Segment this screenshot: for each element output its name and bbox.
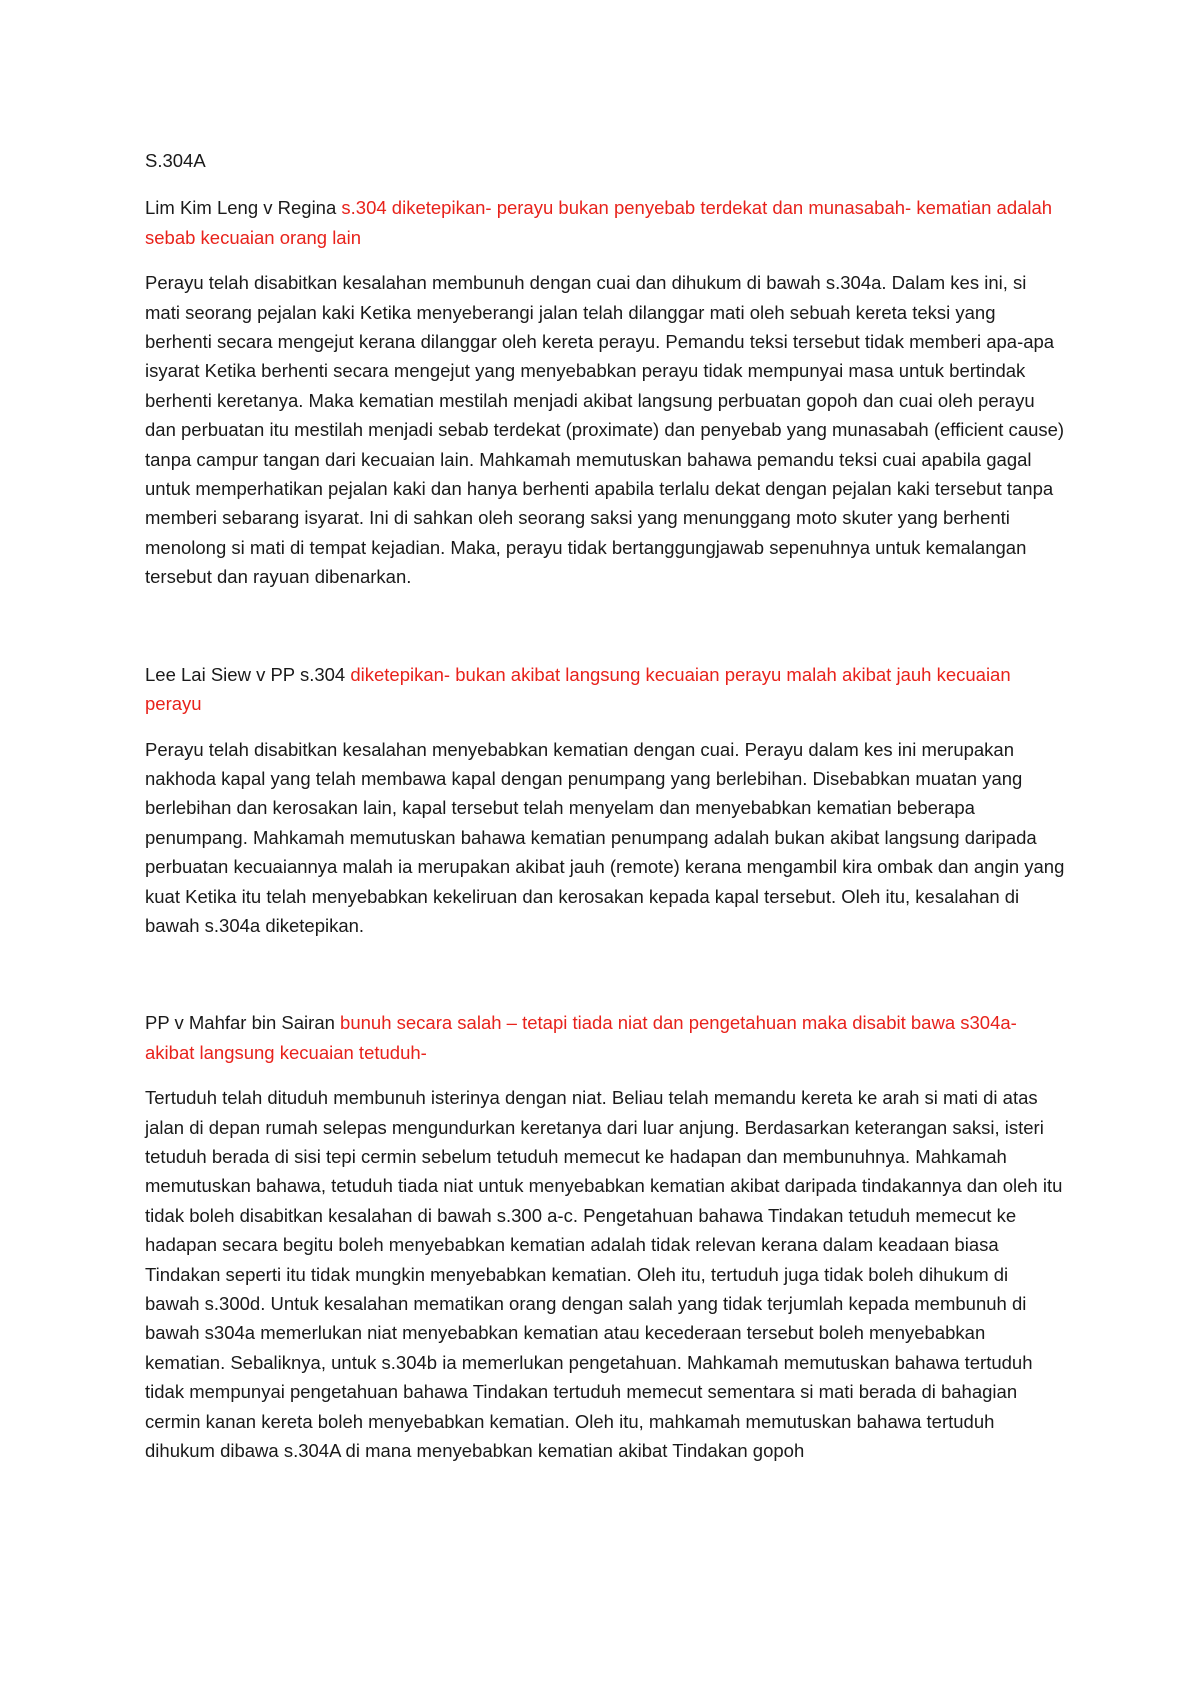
spacer	[145, 940, 1065, 1008]
spacer	[145, 592, 1065, 660]
case-heading	[145, 660, 1065, 719]
section-heading: S.304A	[145, 150, 206, 171]
case-section-3	[145, 1008, 1065, 1465]
case-section-1	[145, 193, 1065, 591]
case-body: Perayu telah disabitkan kesalahan menyebabkan kematian dengan cuai. Perayu dalam kes ini merupakan nakhoda kapal yang telah membawa kapal dengan penumpang yang berlebihan. Disebabkan muatan yang berlebihan dan kerosakan lain, kapal tersebut telah menyelam dan menyebabkan kematian beberapa penumpang. Mahkamah memutuskan bahawa kematian penumpang adalah bukan akibat langsung daripada perbuatan kecuaiannya malah ia merupakan akibat jauh (remote) kerana mengambil kira ombak dan angin yang kuat Ketika itu telah menyebabkan kekeliruan dan kerosakan kepada kapal tersebut. Oleh itu, kesalahan di bawah s.304a diketepikan.	[145, 738, 1065, 936]
document-page	[145, 146, 1065, 1465]
case-name: PP v Mahfar bin Sairan	[145, 1012, 341, 1034]
case-heading	[145, 193, 1065, 252]
case-body: Tertuduh telah dituduh membunuh isterinya dengan niat. Beliau telah memandu kereta ke arah si mati di atas jalan di depan rumah selepas mengundurkan keretanya dari luar anjung. Berdasarkan keterangan saksi, isteri tetuduh berada di sisi tepi cermin sebelum tetuduh memecut ke hadapan dan membunuhnya. Mahkamah memutuskan bahawa, tetuduh tiada niat untuk menyebabkan kematian akibat daripada tindakannya dan oleh itu tidak boleh disabitkan kesalahan di bawah s.300 a-c. Pengetahuan bahawa Tindakan tetuduh memecut ke hadapan secara begitu boleh menyebabkan kematian adalah tidak relevan kerana dalam keadaan biasa Tindakan seperti itu tidak mungkin menyebabkan kematian. Oleh itu, tertuduh juga tidak boleh dihukum di bawah s.300d. Untuk kesalahan mematikan orang dengan salah yang tidak terjumlah kepada membunuh di bawah s304a memerlukan niat menyebabkan kematian atau kecederaan tersebut boleh menyebabkan kematian. Sebaliknya, untuk s.304b ia memerlukan pengetahuan. Mahkamah memutuskan bahawa tertuduh tidak mempunyai pengetahuan bahawa Tindakan tertuduh memecut sementara si mati berada di bahagian cermin kanan kereta boleh menyebabkan kematian. Oleh itu, mahkamah memutuskan bahawa tertuduh dihukum dibawa s.304A di mana menyebabkan kematian akibat Tindakan gopoh	[145, 1087, 1063, 1462]
case-note: diketepikan- bukan akibat langsung kecuaian perayu malah akibat jauh kecuaian perayu	[145, 663, 1011, 715]
case-name: Lim Kim Leng v Regina	[145, 197, 342, 219]
case-section-2	[145, 660, 1065, 941]
case-name: Lee Lai Siew v PP s.304	[145, 663, 351, 685]
case-note: s.304 diketepikan- perayu bukan penyebab terdekat dan munasabah- kematian adalah sebab kecuaian orang lain	[145, 197, 1053, 248]
case-heading	[145, 1008, 1065, 1067]
case-body: Perayu telah disabitkan kesalahan membunuh dengan cuai dan dihukum di bawah s.304a. Dalam kes ini, si mati seorang pejalan kaki Ketika menyeberangi jalan telah dilanggar mati oleh sebuah kereta teksi yang berhenti secara mengejut kerana dilanggar oleh kereta perayu. Pemandu teksi tersebut tidak memberi apa-apa isyarat Ketika berhenti secara mengejut yang menyebabkan perayu tidak mempunyai masa untuk bertindak berhenti keretanya. Maka kematian mestilah menjadi akibat langsung perbuatan gopoh dan cuai oleh perayu dan perbuatan itu mestilah menjadi sebab terdekat (proximate) dan penyebab yang munasabah (efficient cause) tanpa campur tangan dari kecuaian lain. Mahkamah memutuskan bahawa pemandu teksi cuai apabila gagal untuk memperhatikan pejalan kaki dan hanya berhenti apabila terlalu dekat dengan pejalan kaki tersebut tanpa memberi sebarang isyarat. Ini di sahkan oleh seorang saksi yang menunggang moto skuter yang berhenti menolong si mati di tempat kejadian. Maka, perayu tidak bertanggungjawab sepenuhnya untuk kemalangan tersebut dan rayuan dibenarkan.	[145, 272, 1065, 588]
case-note: bunuh secara salah – tetapi tiada niat dan pengetahuan maka disabit bawa s304a- akibat langsung kecuaian tetuduh-	[145, 1012, 1017, 1063]
